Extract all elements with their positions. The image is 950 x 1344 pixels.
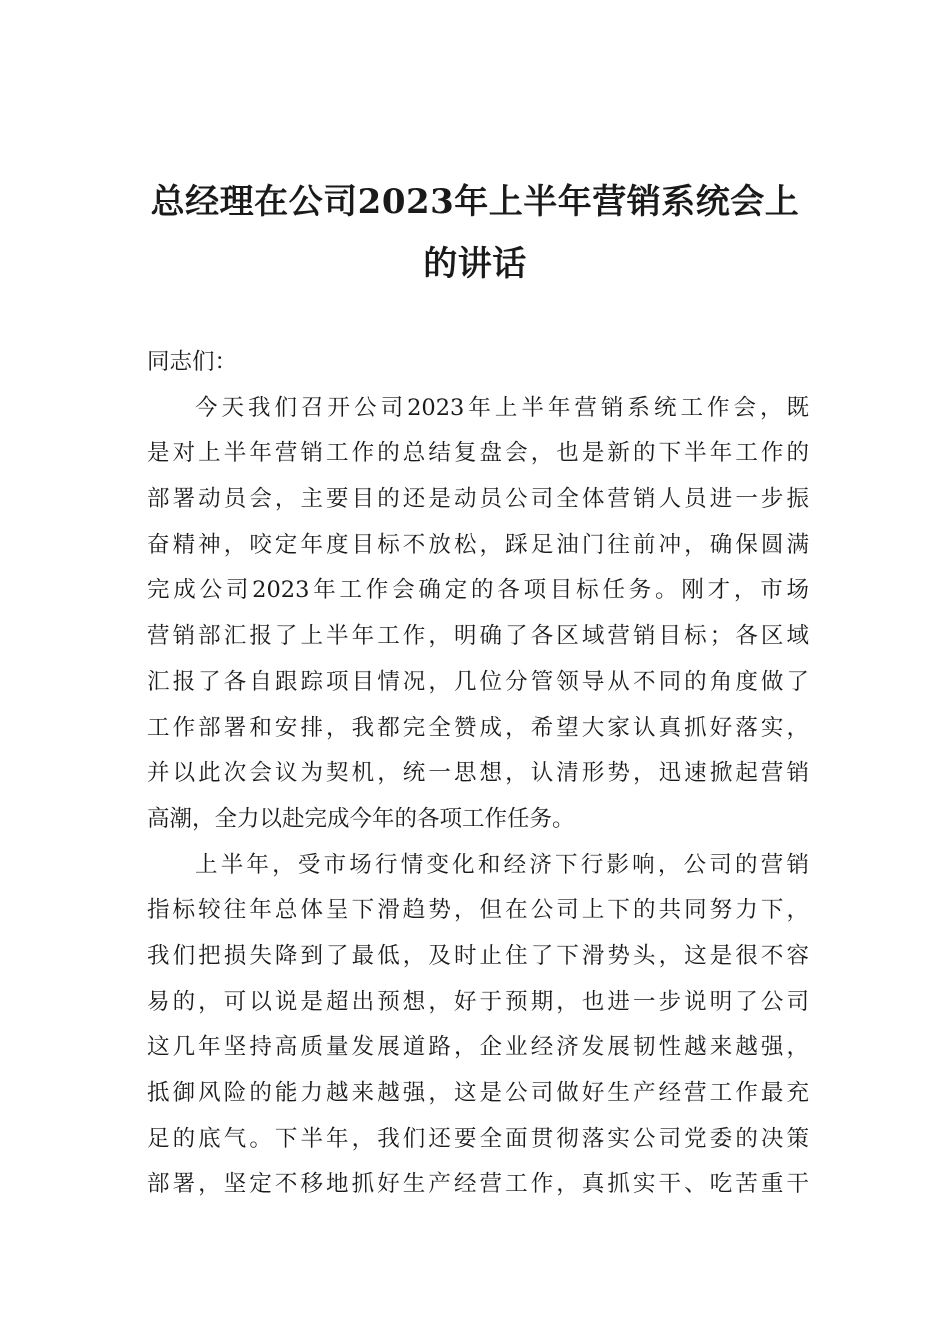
paragraph-line: 易的，可以说是超出预想，好于预期，也进一步说明了公司 [147,988,809,1015]
paragraph-line: 营销部汇报了上半年工作，明确了各区域营销目标；各区域 [147,623,809,650]
paragraph-line: 部署动员会，主要目的还是动员公司全体营销人员进一步振 [147,486,809,513]
paragraph-line: 上半年，受市场行情变化和经济下行影响，公司的营销 [195,851,809,878]
paragraph-line: 今天我们召开公司2023年上半年营销系统工作会，既 [195,394,809,421]
document-title [140,171,810,295]
paragraph-1 [147,386,809,843]
paragraph-line: 奋精神，咬定年度目标不放松，踩足油门往前冲，确保圆满 [147,531,809,558]
paragraph-line: 完成公司2023年工作会确定的各项目标任务。刚才，市场 [147,577,809,604]
paragraph-line: 并以此次会议为契机，统一思想，认清形势，迅速掀起营销 [147,760,809,787]
paragraph-2 [147,843,809,1209]
paragraph-line: 抵御风险的能力越来越强，这是公司做好生产经营工作最充 [147,1080,809,1106]
paragraph-line: 部署，坚定不移地抓好生产经营工作，真抓实干、吃苦重干 [147,1171,809,1198]
paragraph-line: 是对上半年营销工作的总结复盘会，也是新的下半年工作的 [147,440,809,467]
paragraph-line: 足的底气。下半年，我们还要全面贯彻落实公司党委的决策 [147,1125,809,1152]
title-line-2: 的讲话 [423,244,527,284]
title-line-1: 总经理在公司2023年上半年营销系统会上 [150,182,800,222]
paragraph-line: 汇报了各自跟踪项目情况，几位分管领导从不同的角度做了 [147,668,809,695]
paragraph-line: 这几年坚持高质量发展道路，企业经济发展韧性越来越强， [147,1034,809,1061]
paragraph-line: 高潮，全力以赴完成今年的各项工作任务。 [147,805,575,832]
paragraph-line: 指标较往年总体呈下滑趋势，但在公司上下的共同努力下， [147,897,809,924]
greeting: 同志们： [147,349,238,375]
paragraph-line: 我们把损失降到了最低，及时止住了下滑势头，这是很不容 [147,942,809,969]
document-body [147,340,809,1208]
paragraph-line: 工作部署和安排，我都完全赞成，希望大家认真抓好落实， [147,714,809,741]
